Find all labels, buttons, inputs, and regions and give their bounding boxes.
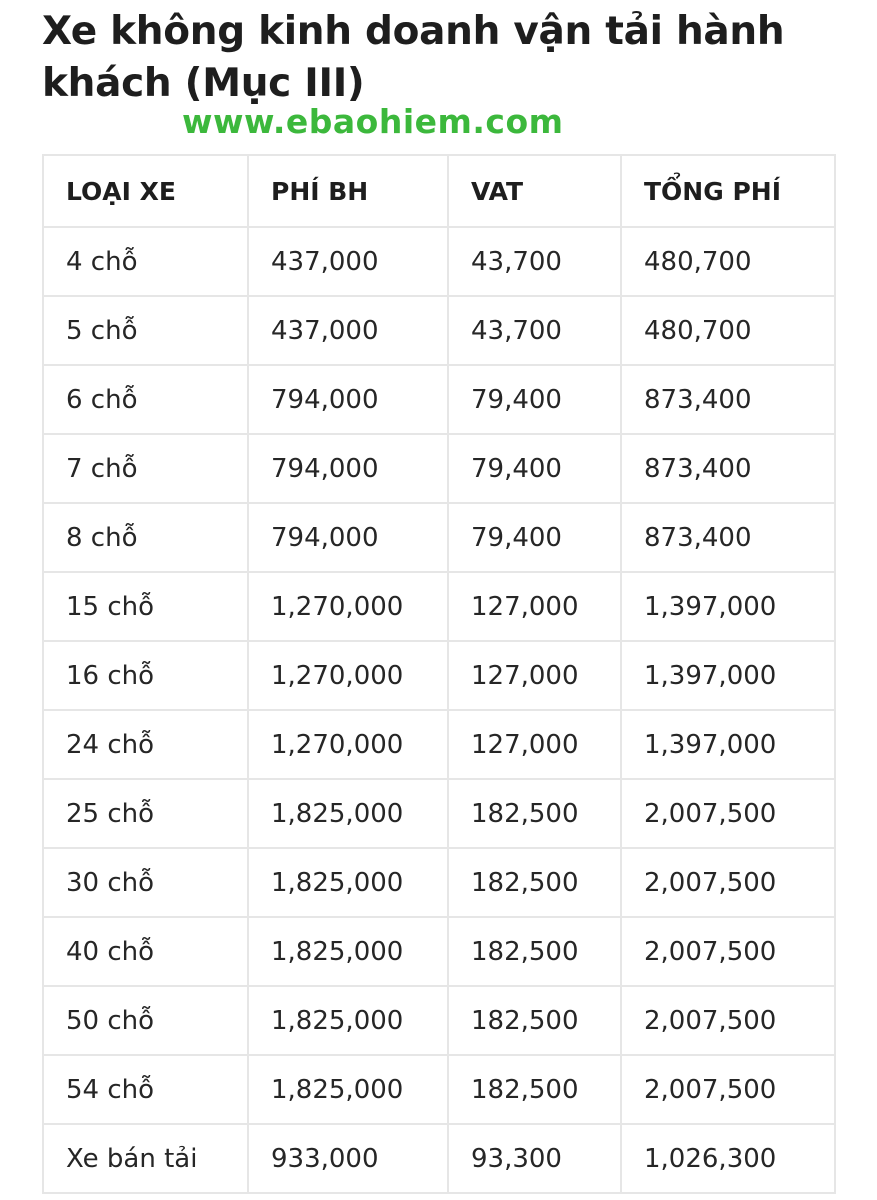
cell-total-fee: 2,007,500 [621,848,835,917]
cell-vehicle-type: Xe bán tải [43,1124,248,1193]
table-row [43,848,835,917]
cell-insurance-fee: 1,825,000 [248,1055,448,1124]
cell-total-fee: 1,397,000 [621,710,835,779]
cell-vat: 79,400 [448,434,621,503]
cell-total-fee: 480,700 [621,227,835,296]
cell-total-fee: 873,400 [621,434,835,503]
table-row [43,572,835,641]
cell-vat: 79,400 [448,365,621,434]
cell-vat: 43,700 [448,227,621,296]
table-row [43,1124,835,1193]
cell-insurance-fee: 794,000 [248,503,448,572]
cell-vehicle-type: 6 chỗ [43,365,248,434]
cell-vat: 93,300 [448,1124,621,1193]
cell-vehicle-type: 8 chỗ [43,503,248,572]
cell-vat: 79,400 [448,503,621,572]
cell-vat: 182,500 [448,986,621,1055]
cell-vehicle-type: 5 chỗ [43,296,248,365]
table-row [43,917,835,986]
cell-total-fee: 2,007,500 [621,986,835,1055]
table-row [43,503,835,572]
cell-vat: 43,700 [448,296,621,365]
cell-vat: 182,500 [448,779,621,848]
cell-total-fee: 480,700 [621,296,835,365]
cell-total-fee: 2,007,500 [621,1055,835,1124]
cell-vehicle-type: 24 chỗ [43,710,248,779]
cell-vat: 182,500 [448,1055,621,1124]
cell-insurance-fee: 933,000 [248,1124,448,1193]
cell-insurance-fee: 1,825,000 [248,779,448,848]
cell-insurance-fee: 1,825,000 [248,986,448,1055]
cell-vehicle-type: 54 chỗ [43,1055,248,1124]
cell-total-fee: 2,007,500 [621,917,835,986]
header-vat: VAT [448,155,621,227]
cell-vat: 127,000 [448,572,621,641]
insurance-fee-table [42,154,836,1194]
cell-total-fee: 1,026,300 [621,1124,835,1193]
cell-total-fee: 1,397,000 [621,572,835,641]
cell-vat: 182,500 [448,848,621,917]
cell-total-fee: 873,400 [621,503,835,572]
table-row [43,227,835,296]
cell-vehicle-type: 15 chỗ [43,572,248,641]
cell-total-fee: 1,397,000 [621,641,835,710]
cell-vat: 127,000 [448,641,621,710]
cell-vehicle-type: 7 chỗ [43,434,248,503]
header-total-fee: TỔNG PHÍ [621,155,835,227]
cell-vehicle-type: 4 chỗ [43,227,248,296]
cell-total-fee: 2,007,500 [621,779,835,848]
cell-vat: 182,500 [448,917,621,986]
cell-insurance-fee: 794,000 [248,365,448,434]
cell-vehicle-type: 30 chỗ [43,848,248,917]
table-row [43,296,835,365]
table-row [43,641,835,710]
cell-vat: 127,000 [448,710,621,779]
cell-insurance-fee: 1,270,000 [248,710,448,779]
table-row [43,779,835,848]
table-row [43,1055,835,1124]
page-title: Xe không kinh doanh vận tải hành khách (Mục III) [42,9,785,106]
cell-vehicle-type: 50 chỗ [43,986,248,1055]
table-row [43,434,835,503]
cell-total-fee: 873,400 [621,365,835,434]
watermark-url: www.ebaohiem.com [182,102,564,141]
cell-vehicle-type: 40 chỗ [43,917,248,986]
cell-insurance-fee: 437,000 [248,227,448,296]
cell-insurance-fee: 1,825,000 [248,848,448,917]
cell-vehicle-type: 25 chỗ [43,779,248,848]
cell-insurance-fee: 794,000 [248,434,448,503]
header-vehicle-type: LOẠI XE [43,155,248,227]
cell-insurance-fee: 1,270,000 [248,641,448,710]
cell-vehicle-type: 16 chỗ [43,641,248,710]
cell-insurance-fee: 1,270,000 [248,572,448,641]
cell-insurance-fee: 437,000 [248,296,448,365]
table-row [43,986,835,1055]
table-row [43,710,835,779]
table-header-row [43,155,835,227]
header-insurance-fee: PHÍ BH [248,155,448,227]
cell-insurance-fee: 1,825,000 [248,917,448,986]
table-row [43,365,835,434]
